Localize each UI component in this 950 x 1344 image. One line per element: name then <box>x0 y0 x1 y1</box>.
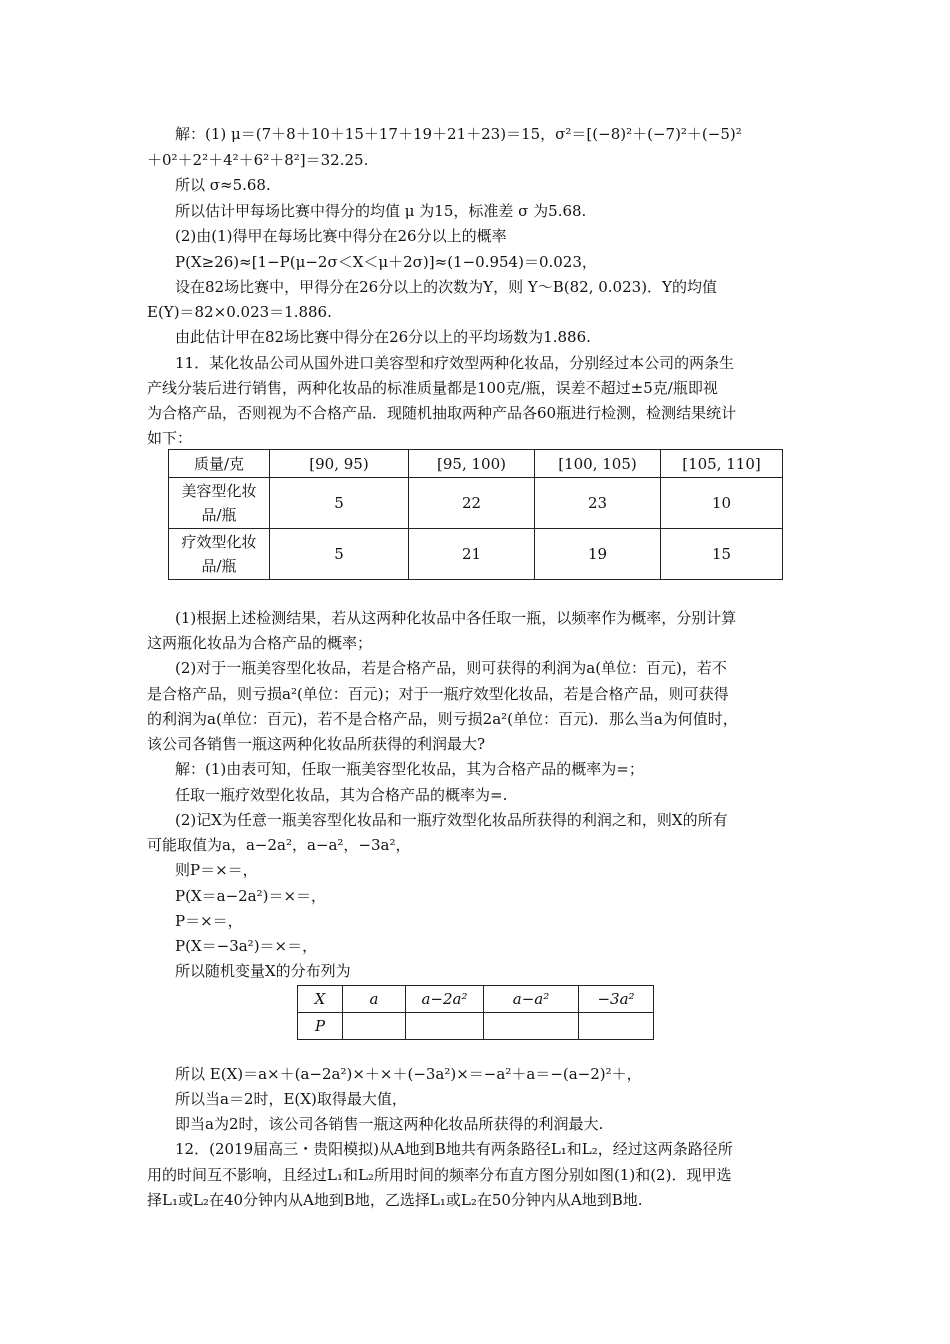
label-line: 品/瓶 <box>201 506 237 524</box>
table-cell: P <box>298 1013 343 1040</box>
text-line: P(X＝a−2a²)＝×＝， <box>175 887 327 905</box>
distribution-table <box>297 985 654 1040</box>
table-row <box>298 1013 654 1040</box>
table-row <box>169 478 783 529</box>
table-row-label <box>169 529 270 580</box>
text-line: 如下： <box>147 429 193 447</box>
text-line: 产线分装后进行销售，两种化妆品的标准质量都是100克/瓶，误差不超过±5克/瓶即视 <box>147 379 718 397</box>
table-cell <box>484 1013 579 1040</box>
text-line: 所以随机变量X的分布列为 <box>175 962 351 980</box>
text-line: 所以当a＝2时，E(X)取得最大值， <box>175 1090 407 1108</box>
text-line: 择L₁或L₂在40分钟内从A地到B地，乙选择L₁或L₂在50分钟内从A地到B地. <box>147 1191 643 1209</box>
table-cell: 5 <box>270 478 409 529</box>
label-line: 品/瓶 <box>201 557 237 575</box>
text-line: 解：(1)由表可知，任取一瓶美容型化妆品，其为合格产品的概率为=； <box>175 760 644 778</box>
text-line: (1)根据上述检测结果，若从这两种化妆品中各任取一瓶，以频率作为概率，分别计算 <box>175 609 737 627</box>
text-line: 即当a为2时，该公司各销售一瓶这两种化妆品所获得的利润最大. <box>175 1115 604 1133</box>
table-row <box>169 529 783 580</box>
quality-table <box>168 449 783 580</box>
text-line: 则P＝×＝， <box>175 861 258 879</box>
text-line: 11．某化妆品公司从国外进口美容型和疗效型两种化妆品，分别经过本公司的两条生 <box>175 354 735 372</box>
table-cell: [105, 110] <box>661 450 783 478</box>
table-cell: [90, 95) <box>270 450 409 478</box>
text-line: 所以估计甲每场比赛中得分的均值 μ 为15，标准差 σ 为5.68. <box>175 202 587 220</box>
label-line: 美容型化妆 <box>181 482 257 500</box>
text-line: 所以 E(X)＝a×＋(a−2a²)×＋×＋(−3a²)×＝−a²＋a＝−(a−2)²＋， <box>175 1065 642 1083</box>
table-cell: [100, 105) <box>535 450 661 478</box>
text-line: 这两瓶化妆品为合格产品的概率； <box>147 634 373 652</box>
table-cell: 10 <box>661 478 783 529</box>
text-line: 可能取值为a，a−2a²，a−a²，−3a²， <box>147 836 411 854</box>
table-cell: a <box>343 986 406 1013</box>
table-header-row <box>169 450 783 478</box>
table-cell: 15 <box>661 529 783 580</box>
table-cell: a−a² <box>484 986 579 1013</box>
text-line: P(X≥26)≈[1−P(μ−2σ＜X＜μ＋2σ)]≈(1−0.954)＝0.023， <box>175 253 597 271</box>
table-row <box>298 986 654 1013</box>
table-cell: X <box>298 986 343 1013</box>
text-line: P(X＝−3a²)＝×＝， <box>175 937 318 955</box>
table-cell: 21 <box>409 529 535 580</box>
text-line: 由此估计甲在82场比赛中得分在26分以上的平均场数为1.886. <box>175 328 591 346</box>
table-cell: 5 <box>270 529 409 580</box>
text-line: (2)记X为任意一瓶美容型化妆品和一瓶疗效型化妆品所获得的利润之和，则X的所有 <box>175 811 728 829</box>
text-line: (2)对于一瓶美容型化妆品，若是合格产品，则可获得的利润为a(单位：百元)，若不 <box>175 659 727 677</box>
text-line: P＝×＝， <box>175 912 243 930</box>
table-cell: a−2a² <box>406 986 484 1013</box>
text-line: 该公司各销售一瓶这两种化妆品所获得的利润最大? <box>147 735 486 753</box>
table-cell <box>406 1013 484 1040</box>
text-line: ＋0²＋2²＋4²＋6²＋8²]＝32.25. <box>147 151 369 169</box>
text-line: 任取一瓶疗效型化妆品，其为合格产品的概率为=. <box>175 786 508 804</box>
table-cell: 19 <box>535 529 661 580</box>
table-cell: −3a² <box>579 986 654 1013</box>
table-cell: [95, 100) <box>409 450 535 478</box>
table-cell <box>579 1013 654 1040</box>
table-cell: 22 <box>409 478 535 529</box>
text-line: 的利润为a(单位：百元)，若不是合格产品，则亏损2a²(单位：百元)．那么当a为何值时， <box>147 710 738 728</box>
text-line: 设在82场比赛中，甲得分在26分以上的次数为Y，则 Y～B(82, 0.023)．Y的均值 <box>175 278 717 296</box>
text-line: 是合格产品，则亏损a²(单位：百元)；对于一瓶疗效型化妆品，若是合格产品，则可获得 <box>147 685 729 703</box>
text-line: E(Y)＝82×0.023＝1.886. <box>147 303 332 321</box>
text-line: 解：(1) μ＝(7＋8＋10＋15＋17＋19＋21＋23)＝15，σ²＝[(−8)²＋(−7)²＋(−5)² <box>175 125 742 143</box>
table-cell <box>343 1013 406 1040</box>
text-line: 12．(2019届高三・贵阳模拟)从A地到B地共有两条路径L₁和L₂，经过这两条路径所 <box>175 1140 733 1158</box>
table-cell: 质量/克 <box>169 450 270 478</box>
text-line: 所以 σ≈5.68. <box>175 176 271 194</box>
table-row-label <box>169 478 270 529</box>
text-line: (2)由(1)得甲在每场比赛中得分在26分以上的概率 <box>175 227 507 245</box>
label-line: 疗效型化妆 <box>181 533 257 551</box>
text-line: 用的时间互不影响，且经过L₁和L₂所用时间的频率分布直方图分别如图(1)和(2)．现甲选 <box>147 1166 732 1184</box>
table-cell: 23 <box>535 478 661 529</box>
text-line: 为合格产品，否则视为不合格产品．现随机抽取两种产品各60瓶进行检测，检测结果统计 <box>147 404 737 422</box>
